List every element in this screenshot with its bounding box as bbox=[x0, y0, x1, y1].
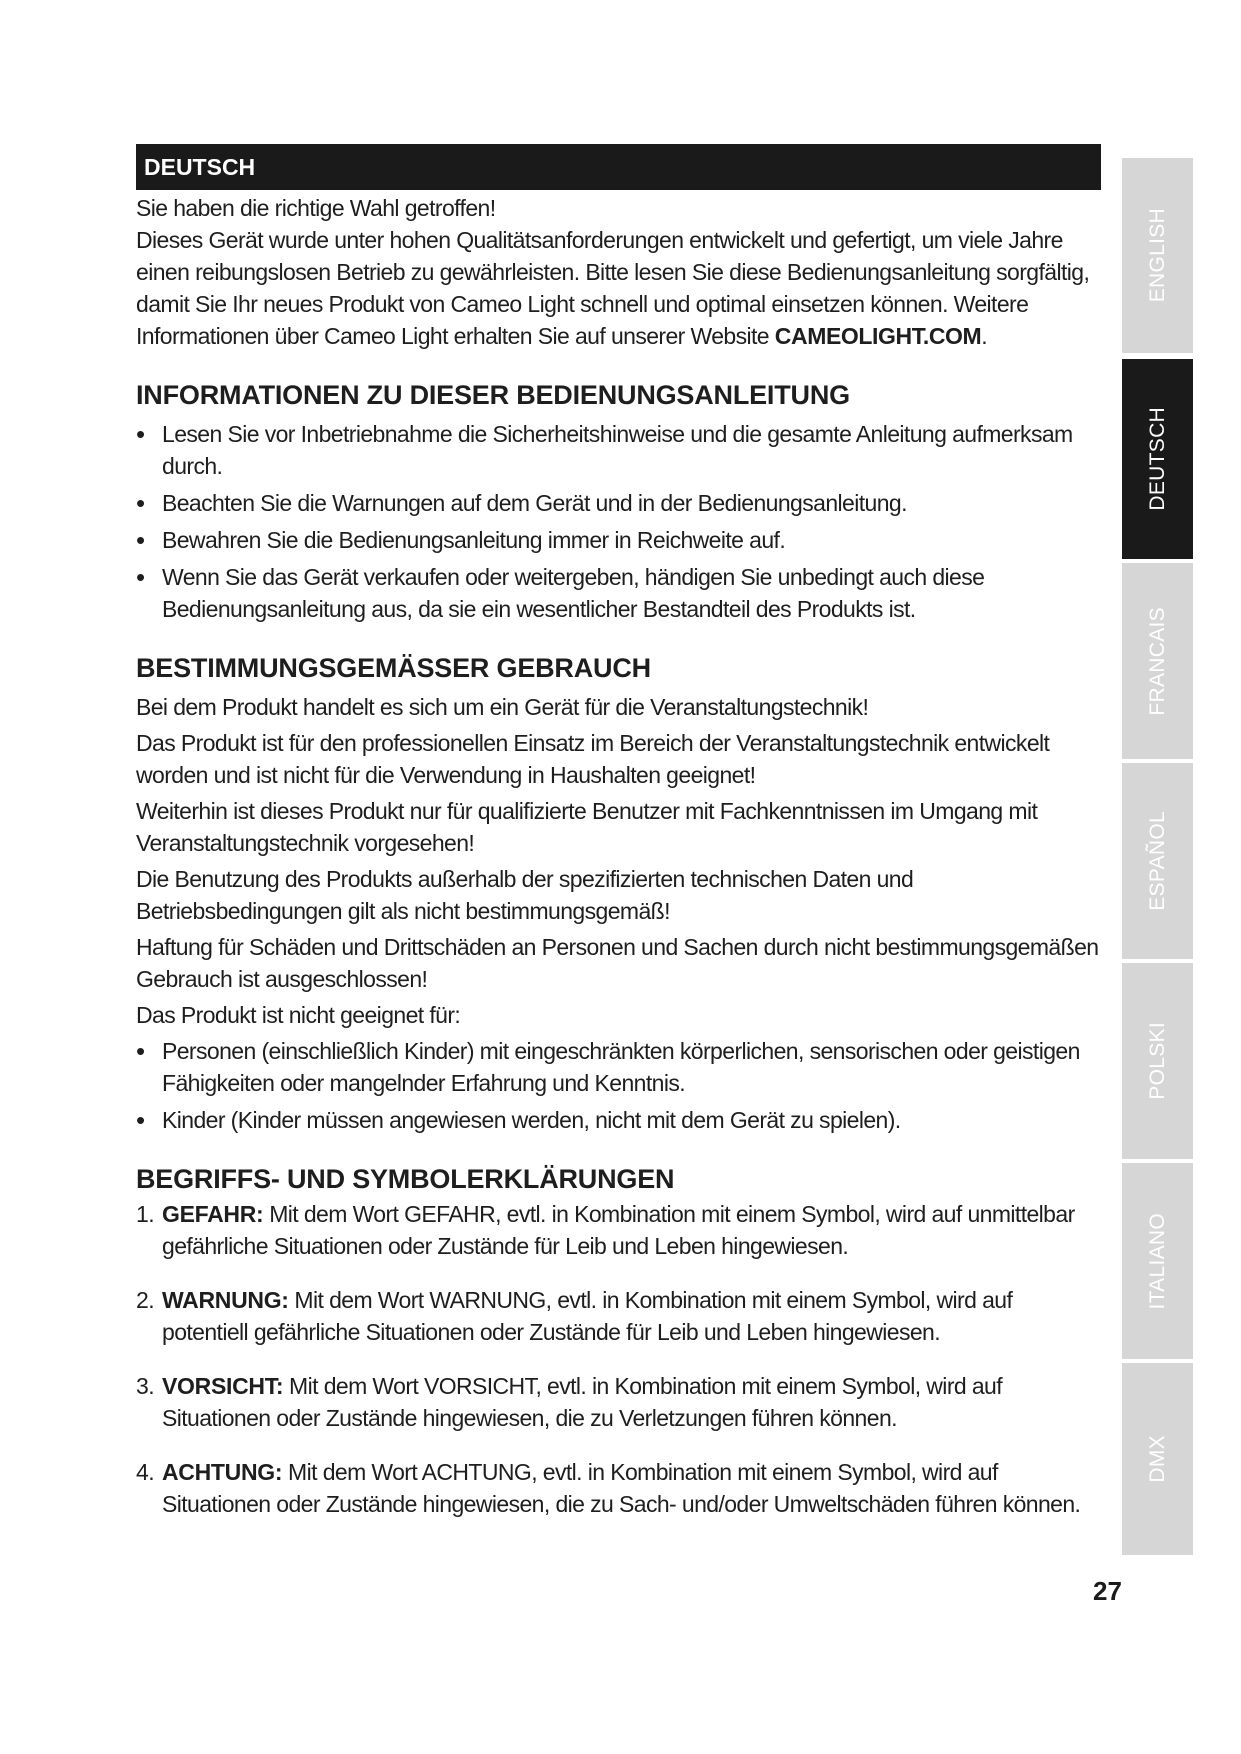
term-text: Mit dem Wort GEFAHR, evtl. in Kombination mit einem Symbol, wird auf unmittelbar gefährliche Situationen oder Zustände für Leib und Leben hingewiesen. bbox=[162, 1201, 1075, 1259]
tab-dmx-label: DMX bbox=[1145, 1435, 1169, 1483]
term-label: GEFAHR: bbox=[162, 1201, 264, 1227]
section-info bbox=[136, 378, 1101, 625]
tab-polski-label: POLSKI bbox=[1145, 1022, 1169, 1100]
term-label: WARNUNG: bbox=[162, 1287, 289, 1313]
section-terms-title: BEGRIFFS- UND SYMBOLERKLÄRUNGEN bbox=[136, 1164, 675, 1194]
language-header-bar bbox=[136, 144, 1101, 190]
intro bbox=[136, 192, 1101, 352]
tab-deutsch[interactable] bbox=[1122, 359, 1193, 559]
language-header-label: DEUTSCH bbox=[144, 154, 256, 180]
term-item bbox=[136, 1370, 1101, 1434]
term-text: Mit dem Wort ACHTUNG, evtl. in Kombination mit einem Symbol, wird auf Situationen oder Zustände hingewiesen, die zu Sach- und/oder Umweltschäden führen können. bbox=[162, 1459, 1081, 1517]
tab-italiano[interactable] bbox=[1122, 1163, 1193, 1359]
section-terms bbox=[136, 1162, 1101, 1520]
tab-deutsch-label: DEUTSCH bbox=[1145, 407, 1169, 511]
term-number: 3. bbox=[136, 1373, 154, 1399]
bullet-item: • Beachten Sie die Warnungen auf dem Gerät und in der Bedienungsanleitung. bbox=[136, 487, 1101, 519]
tab-francais-label: FRANCAIS bbox=[1145, 606, 1169, 716]
bullet-item: • Lesen Sie vor Inbetriebnahme die Sicherheitshinweise und die gesamte Anleitung aufmerksam durch. bbox=[136, 418, 1101, 482]
tab-italiano-label: ITALIANO bbox=[1145, 1212, 1169, 1310]
section-use bbox=[136, 651, 1101, 1136]
intro-line1: Sie haben die richtige Wahl getroffen! bbox=[136, 195, 496, 221]
intro-text: Dieses Gerät wurde unter hohen Qualitätsanforderungen entwickelt und gefertigt, um viele Jahre einen reibungslosen Betrieb zu gewährleisten. Bitte lesen Sie diese Bedienungsanleitung sorgfältig, damit Sie Ihr neues Produkt von Cameo Light schnell und optimal einsetzen können. Weitere Informationen über Cameo Light erhalten Sie auf unserer Website bbox=[136, 227, 1090, 349]
tab-espanol-label: ESPAÑOL bbox=[1145, 811, 1169, 911]
section-use-bullets bbox=[136, 1035, 1101, 1136]
term-number: 4. bbox=[136, 1459, 154, 1485]
paragraph: Haftung für Schäden und Drittschäden an Personen und Sachen durch nicht bestimmungsgemäßen Gebrauch ist ausgeschlossen! bbox=[136, 934, 1099, 992]
page-content bbox=[136, 192, 1101, 1542]
section-use-title: BESTIMMUNGSGEMÄSSER GEBRAUCH bbox=[136, 653, 651, 683]
paragraph: Die Benutzung des Produkts außerhalb der spezifizierten technischen Daten und Betriebsbedingungen gilt als nicht bestimmungsgemäß! bbox=[136, 866, 914, 924]
tab-polski[interactable] bbox=[1122, 963, 1193, 1159]
bullet-item: • Personen (einschließlich Kinder) mit eingeschränkten körperlichen, sensorischen oder geistigen Fähigkeiten oder mangelnder Erfahrung und Kenntnis. bbox=[136, 1035, 1101, 1099]
terms-list bbox=[136, 1198, 1101, 1520]
tab-english[interactable] bbox=[1122, 158, 1193, 353]
term-label: ACHTUNG: bbox=[162, 1459, 283, 1485]
bullet-item: • Kinder (Kinder müssen angewiesen werden, nicht mit dem Gerät zu spielen). bbox=[136, 1104, 1101, 1136]
intro-after: . bbox=[981, 323, 988, 349]
tab-dmx[interactable] bbox=[1122, 1363, 1193, 1555]
website-link[interactable]: CAMEOLIGHT.COM bbox=[774, 323, 982, 349]
term-text: Mit dem Wort VORSICHT, evtl. in Kombination mit einem Symbol, wird auf Situationen oder Zustände hingewiesen, die zu Verletzungen führen können. bbox=[162, 1373, 1003, 1431]
term-item bbox=[136, 1198, 1101, 1262]
paragraph: Weiterhin ist dieses Produkt nur für qualifizierte Benutzer mit Fachkenntnissen im Umgang mit Veranstaltungstechnik vorgesehen! bbox=[136, 798, 1038, 856]
term-item bbox=[136, 1284, 1101, 1348]
tab-espanol[interactable] bbox=[1122, 763, 1193, 959]
term-number: 2. bbox=[136, 1287, 154, 1313]
term-text: Mit dem Wort WARNUNG, evtl. in Kombination mit einem Symbol, wird auf potentiell gefährliche Situationen oder Zustände für Leib und Leben hingewiesen. bbox=[162, 1287, 1013, 1345]
section-info-bullets bbox=[136, 418, 1101, 625]
term-number: 1. bbox=[136, 1201, 154, 1227]
intro-paragraph bbox=[136, 224, 1101, 352]
term-item bbox=[136, 1456, 1101, 1520]
paragraph: Das Produkt ist für den professionellen Einsatz im Bereich der Veranstaltungstechnik entwickelt worden und ist nicht für die Verwendung in Haushalten geeignet! bbox=[136, 730, 1050, 788]
paragraph: Bei dem Produkt handelt es sich um ein Gerät für die Veranstaltungstechnik! bbox=[136, 694, 869, 720]
bullet-item: • Wenn Sie das Gerät verkaufen oder weitergeben, händigen Sie unbedingt auch diese Bedienungsanleitung aus, da sie ein wesentlicher Bestandteil des Produkts ist. bbox=[136, 561, 1101, 625]
tab-francais[interactable] bbox=[1122, 563, 1193, 759]
section-info-title: INFORMATIONEN ZU DIESER BEDIENUNGSANLEITUNG bbox=[136, 380, 850, 410]
tab-english-label: ENGLISH bbox=[1145, 208, 1169, 303]
paragraph: Das Produkt ist nicht geeignet für: bbox=[136, 1002, 461, 1028]
term-label: VORSICHT: bbox=[162, 1373, 284, 1399]
bullet-item: • Bewahren Sie die Bedienungsanleitung immer in Reichweite auf. bbox=[136, 524, 1101, 556]
page-number: 27 bbox=[1093, 1576, 1122, 1606]
